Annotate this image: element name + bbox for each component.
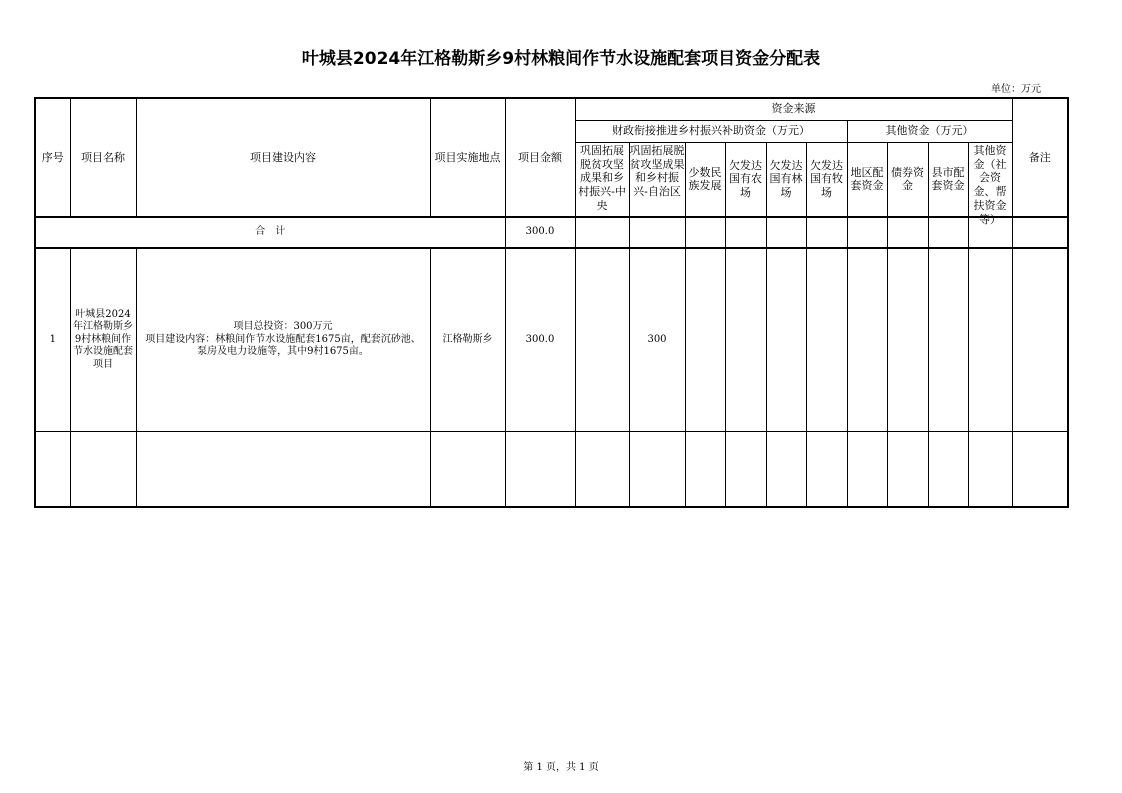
row-location: 江格勒斯乡 [430,248,505,431]
header-other-group: 其他资金（万元） [847,120,1012,142]
header-seq: 序号 [35,98,70,217]
header-fiscal-group: 财政衔接推进乡村振兴补助资金（万元） [575,120,847,142]
header-other: 其他资金（社会资金、帮扶资金等） [968,142,1012,217]
header-region: 巩固拓展脱贫攻坚成果和乡村振兴-自治区 [629,142,685,217]
row-content-investment: 项目总投资：300万元 [233,321,333,332]
header-content: 项目建设内容 [136,98,430,217]
header-row-1 [35,98,1068,120]
row-content-description: 项目建设内容：林粮间作节水设施配套1675亩，配套沉砂池、泵房及电力设施等，其中9村1675亩。 [145,333,421,357]
header-name: 项目名称 [70,98,136,217]
header-county: 县市配套资金 [928,142,968,217]
total-label: 合 计 [35,217,505,248]
header-farm: 欠发达国有农场 [725,142,766,217]
table-row [35,248,1068,431]
row-name: 叶城县2024年江格勒斯乡9村林粮间作节水设施配套项目 [70,248,136,431]
header-bond: 债券资金 [887,142,928,217]
header-amount: 项目金额 [505,98,575,217]
header-ranch: 欠发达国有牧场 [806,142,847,217]
row-region: 300 [629,248,685,431]
page-title: 叶城县2024年江格勒斯乡9村林粮间作节水设施配套项目资金分配表 [301,49,821,69]
row-amount: 300.0 [505,248,575,431]
header-funding-source: 资金来源 [575,98,1012,120]
empty-row [35,431,1068,507]
fund-allocation-table [34,97,1069,508]
header-forest: 欠发达国有林场 [766,142,806,217]
header-ethnic: 少数民族发展 [685,142,725,217]
row-central [575,248,629,431]
total-row [35,217,1068,248]
row-seq: 1 [35,248,70,431]
page-footer: 第 1 页，共 1 页 [523,762,599,773]
header-prefecture: 地区配套资金 [847,142,887,217]
total-amount: 300.0 [505,217,575,248]
unit-label: 单位：万元 [991,84,1041,95]
header-central: 巩固拓展脱贫攻坚成果和乡村振兴-中央 [575,142,629,217]
header-location: 项目实施地点 [430,98,505,217]
row-content [136,248,430,431]
header-remark: 备注 [1012,98,1068,217]
